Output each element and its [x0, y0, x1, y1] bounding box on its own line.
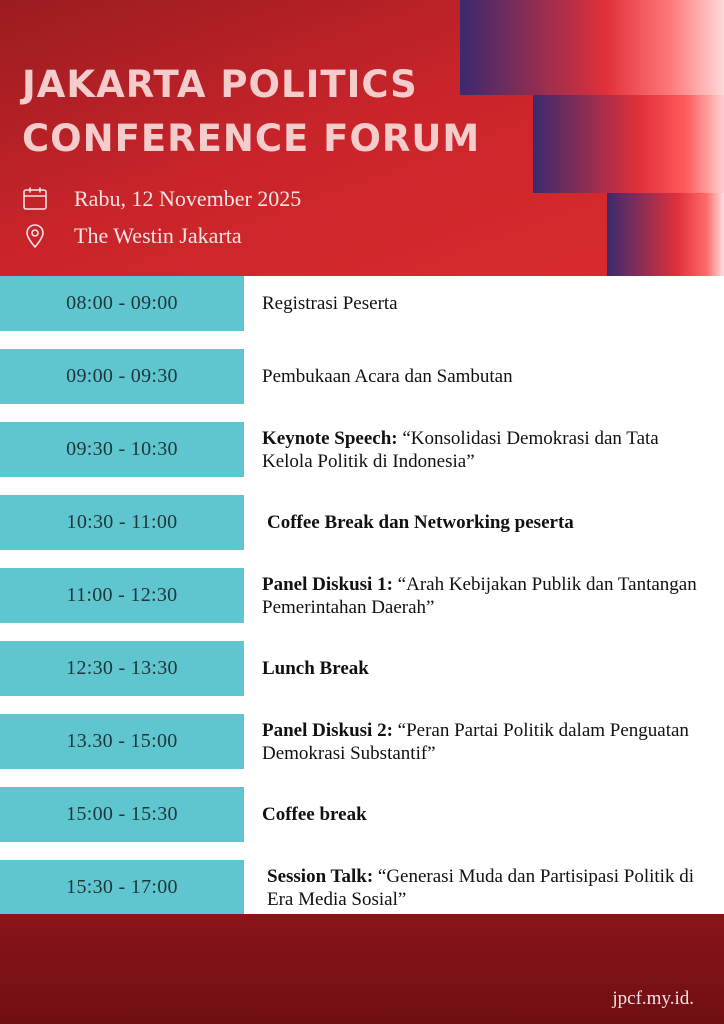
schedule-time: 09:30 - 10:30 — [0, 422, 244, 477]
schedule-description — [267, 495, 717, 550]
calendar-icon — [22, 186, 48, 212]
decorative-stripe — [460, 0, 724, 95]
schedule-item — [0, 860, 724, 915]
session-title: Panel Diskusi 1: — [262, 573, 393, 595]
session-title: Lunch Break — [262, 658, 369, 679]
schedule-description — [262, 641, 712, 696]
schedule-time: 12:30 - 13:30 — [0, 641, 244, 696]
schedule-description — [262, 422, 712, 477]
session-title: Coffee Break dan Networking peserta — [267, 512, 574, 533]
schedule-time: 09:00 - 09:30 — [0, 349, 244, 404]
schedule-item — [0, 641, 724, 696]
schedule-description — [262, 349, 712, 404]
schedule-time: 11:00 - 12:30 — [0, 568, 244, 623]
schedule-time: 10:30 - 11:00 — [0, 495, 244, 550]
session-text: Registrasi Peserta — [262, 293, 398, 314]
location-pin-icon — [22, 223, 48, 249]
session-text: Pembukaan Acara dan Sambutan — [262, 366, 513, 387]
session-title: Keynote Speech: — [262, 427, 398, 449]
session-text: “Peran Partai Politik dalam Penguatan Demokrasi Substantif” — [262, 719, 689, 764]
event-venue-text: The Westin Jakarta — [74, 223, 242, 248]
schedule-item — [0, 714, 724, 769]
decorative-stripe — [607, 193, 724, 276]
footer-banner — [0, 914, 724, 1024]
session-text: “Konsolidasi Demokrasi dan Tata Kelola Politik di Indonesia” — [262, 427, 659, 472]
schedule-item — [0, 422, 724, 477]
schedule-item — [0, 276, 724, 331]
event-date — [22, 183, 301, 215]
schedule-description — [262, 568, 712, 623]
event-venue — [22, 220, 242, 252]
title-line-1: JAKARTA POLITICS — [22, 63, 418, 106]
decorative-stripe — [533, 95, 724, 193]
schedule-time: 08:00 - 09:00 — [0, 276, 244, 331]
schedule-time: 15:00 - 15:30 — [0, 787, 244, 842]
session-title: Session Talk: — [267, 865, 374, 887]
event-date-text: Rabu, 12 November 2025 — [74, 186, 302, 211]
schedule-item — [0, 568, 724, 623]
session-text: “Generasi Muda dan Partisipasi Politik di Era Media Sosial” — [267, 865, 694, 910]
schedule-time: 15:30 - 17:00 — [0, 860, 244, 915]
schedule-description — [267, 860, 717, 915]
schedule-description — [262, 714, 712, 769]
schedule-description — [262, 787, 712, 842]
session-text: “Arah Kebijakan Publik dan Tantangan Pemerintahan Daerah” — [262, 573, 697, 618]
schedule-item — [0, 349, 724, 404]
schedule-time: 13.30 - 15:00 — [0, 714, 244, 769]
schedule-item — [0, 787, 724, 842]
title-line-2: CONFERENCE FORUM — [22, 117, 481, 160]
website-url: jpcf.my.id. — [612, 988, 694, 1009]
session-title: Coffee break — [262, 804, 367, 825]
schedule-description — [262, 276, 712, 331]
session-title: Panel Diskusi 2: — [262, 719, 393, 741]
schedule-item — [0, 495, 724, 550]
page-title — [22, 58, 480, 166]
header-banner — [0, 0, 724, 276]
